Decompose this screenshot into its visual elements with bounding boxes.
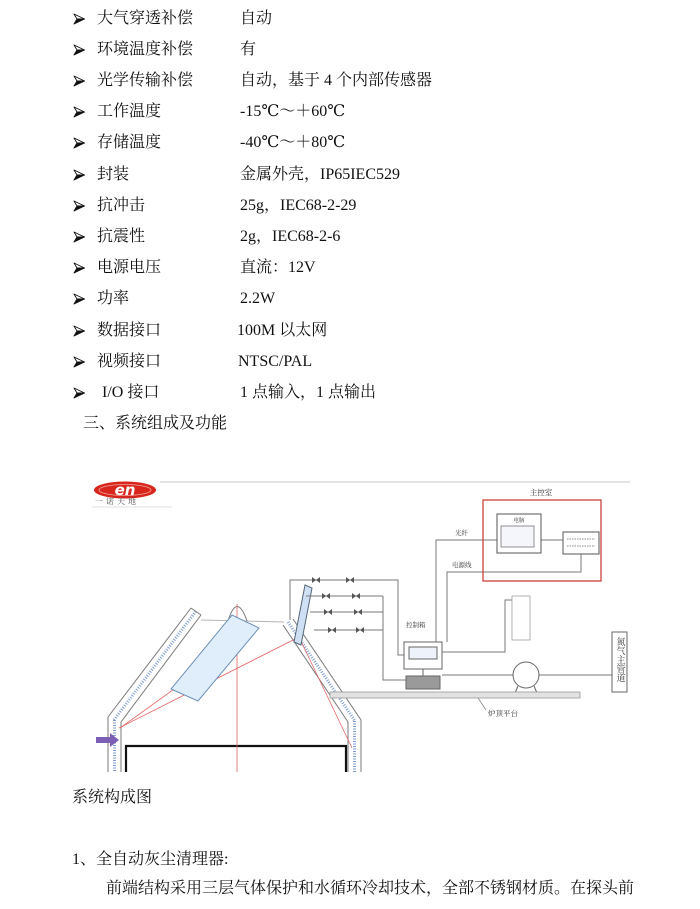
valve-icon [354, 609, 362, 615]
arrow-bullet-glyph [73, 387, 85, 399]
arrow-bullet-top-face [74, 76, 85, 81]
spec-value: -15℃～＋60℃ [240, 103, 346, 120]
spec-value: 2.2W [240, 290, 276, 307]
arrow-bullet-top-face [74, 107, 85, 112]
spec-value: 直流：12V [240, 259, 316, 276]
furnace-left-slope-lining [114, 611, 196, 720]
computer-label: 电脑 [513, 518, 525, 524]
valve-icon [312, 577, 320, 583]
cooling-unit [512, 596, 530, 640]
section-heading: 三、系统组成及功能 [83, 415, 228, 432]
spec-row [0, 40, 700, 60]
arrow-bullet-glyph [73, 293, 85, 305]
valve-icon [352, 593, 360, 599]
arrow-bullet-glyph [73, 262, 85, 274]
main-pipe-label: 氮气主管道 [614, 637, 625, 682]
arrow-bullet-icon [73, 231, 85, 243]
spec-label: 抗冲击 [97, 197, 146, 214]
spec-row [0, 258, 700, 278]
spec-row [0, 352, 700, 372]
arrow-bullet-glyph [73, 13, 85, 25]
arrow-bullet-top-face [74, 201, 85, 206]
arrow-bullet-icon [73, 293, 85, 305]
arrow-bullet-bottom-face [74, 362, 85, 367]
valves [312, 577, 364, 633]
arrow-bullet-top-face [74, 14, 85, 19]
furnace-top-platform [330, 692, 580, 698]
spec-value: 1 点输入，1 点输出 [240, 384, 377, 401]
spec-row [0, 289, 700, 309]
spec-label: 抗震性 [97, 228, 146, 245]
arrow-bullet-icon [73, 106, 85, 118]
spec-row [0, 165, 700, 185]
arrow-bullet-icon [73, 75, 85, 87]
arrow-bullet-icon [73, 200, 85, 212]
valve-icon [346, 577, 354, 583]
arrow-bullet-glyph [73, 137, 85, 149]
spec-value: 25g，IEC68-2-29 [240, 197, 357, 214]
spec-row [0, 9, 700, 29]
subsection-title: 1、全自动灰尘清理器: [72, 851, 229, 868]
spec-value: 2g，IEC68-2-6 [240, 228, 341, 245]
arrow-bullet-bottom-face [74, 331, 85, 336]
spec-label: 数据接口 [97, 322, 162, 339]
arrow-bullet-top-face [74, 45, 85, 50]
spec-row [0, 383, 700, 403]
spec-label: 封装 [97, 166, 130, 183]
valve-icon [328, 627, 336, 633]
logo-mark: en [114, 481, 136, 499]
spec-row [0, 227, 700, 247]
arrow-bullet-glyph [73, 356, 85, 368]
spec-row [0, 102, 700, 122]
arrow-bullet-top-face [74, 263, 85, 268]
arrow-bullet-glyph [73, 169, 85, 181]
arrow-bullet-glyph [73, 200, 85, 212]
arrow-bullet-top-face [74, 232, 85, 237]
spec-value: -40℃～＋80℃ [240, 134, 346, 151]
gas-pump [513, 662, 539, 688]
furnace-chamber [126, 746, 346, 772]
control-box-base [406, 676, 440, 689]
arrow-bullet-icon [73, 169, 85, 181]
spec-label: 大气穿透补偿 [97, 10, 194, 27]
fiber-cable [436, 540, 497, 642]
arrow-bullet-top-face [74, 388, 85, 393]
spec-value: 有 [240, 41, 257, 58]
figure-caption: 系统构成图 [72, 789, 153, 806]
arrow-bullet-top-face [74, 170, 85, 175]
arrow-bullet-bottom-face [74, 206, 85, 211]
arrow-bullet-glyph [73, 75, 85, 87]
cooling-line [442, 600, 512, 652]
spec-label: 电源电压 [97, 259, 162, 276]
fiber-label: 光纤 [455, 529, 468, 537]
valve-icon [356, 627, 364, 633]
spec-label: 光学传输补偿 [97, 72, 194, 89]
arrow-bullet-bottom-face [74, 268, 85, 273]
arrow-bullet-bottom-face [74, 393, 85, 398]
valve-icon [322, 593, 330, 599]
spec-label: 工作温度 [97, 103, 162, 120]
arrow-bullet-icon [73, 137, 85, 149]
arrow-bullet-icon [73, 262, 85, 274]
spec-value: NTSC/PAL [238, 353, 313, 370]
spec-value: 100M 以太网 [237, 322, 328, 339]
logo-name: 一诺天地 [95, 497, 139, 506]
pipe-collector [383, 596, 406, 680]
spec-label: 视频接口 [97, 353, 162, 370]
spec-row [0, 321, 700, 341]
spec-label: I/O 接口 [102, 384, 160, 401]
system-diagram [0, 478, 700, 778]
arrow-bullet-top-face [74, 138, 85, 143]
furnace-left-slope-cap [191, 608, 201, 615]
control-box-label: 控制箱 [406, 621, 426, 629]
arrow-bullet-icon [73, 13, 85, 25]
arrow-bullet-bottom-face [74, 19, 85, 24]
arrow-bullet-bottom-face [74, 237, 85, 242]
platform-leader [478, 698, 486, 710]
spec-value: 金属外壳，IP65IEC529 [240, 166, 401, 183]
spec-value: 自动 [240, 10, 273, 27]
spec-row [0, 71, 700, 91]
furnace-left-slope-outer [108, 608, 191, 717]
spec-label: 存储温度 [97, 134, 162, 151]
spec-row [0, 196, 700, 216]
control-box-panel [409, 647, 437, 659]
arrow-bullet-bottom-face [74, 143, 85, 148]
arrow-bullet-bottom-face [74, 175, 85, 180]
spec-value: 自动，基于 4 个内部传感器 [240, 72, 433, 89]
arrow-bullet-glyph [73, 231, 85, 243]
power-supply-box [563, 532, 599, 554]
body-paragraph: 前端结构采用三层气体保护和水循环冷却技术，全部不锈钢材质。在探头前 [106, 880, 635, 897]
spec-label: 环境温度补偿 [97, 41, 194, 58]
arrow-bullet-icon [73, 387, 85, 399]
control-box [404, 642, 442, 689]
camera-probe [294, 585, 312, 645]
arrow-bullet-icon [73, 356, 85, 368]
furnace-right-slope-inner [283, 625, 348, 722]
platform-label: 炉顶平台 [488, 709, 518, 718]
spec-row [0, 133, 700, 153]
arrow-bullet-glyph [73, 106, 85, 118]
arrow-bullet-glyph [73, 325, 85, 337]
arrow-bullet-icon [73, 325, 85, 337]
arrow-bullet-glyph [73, 44, 85, 56]
arrow-bullet-bottom-face [74, 50, 85, 55]
arrow-bullet-top-face [74, 357, 85, 362]
arrow-bullet-bottom-face [74, 299, 85, 304]
arrow-bullet-top-face [74, 326, 85, 331]
arrow-bullet-top-face [74, 294, 85, 299]
computer-screen [501, 526, 534, 547]
company-logo [92, 481, 172, 507]
arrow-bullet-icon [73, 44, 85, 56]
arrow-bullet-bottom-face [74, 112, 85, 117]
valve-icon [324, 609, 332, 615]
spec-label: 功率 [97, 290, 130, 307]
control-room-label: 主控室 [529, 488, 553, 497]
arrow-bullet-bottom-face [74, 81, 85, 86]
power-line-label: 电源线 [452, 561, 472, 569]
